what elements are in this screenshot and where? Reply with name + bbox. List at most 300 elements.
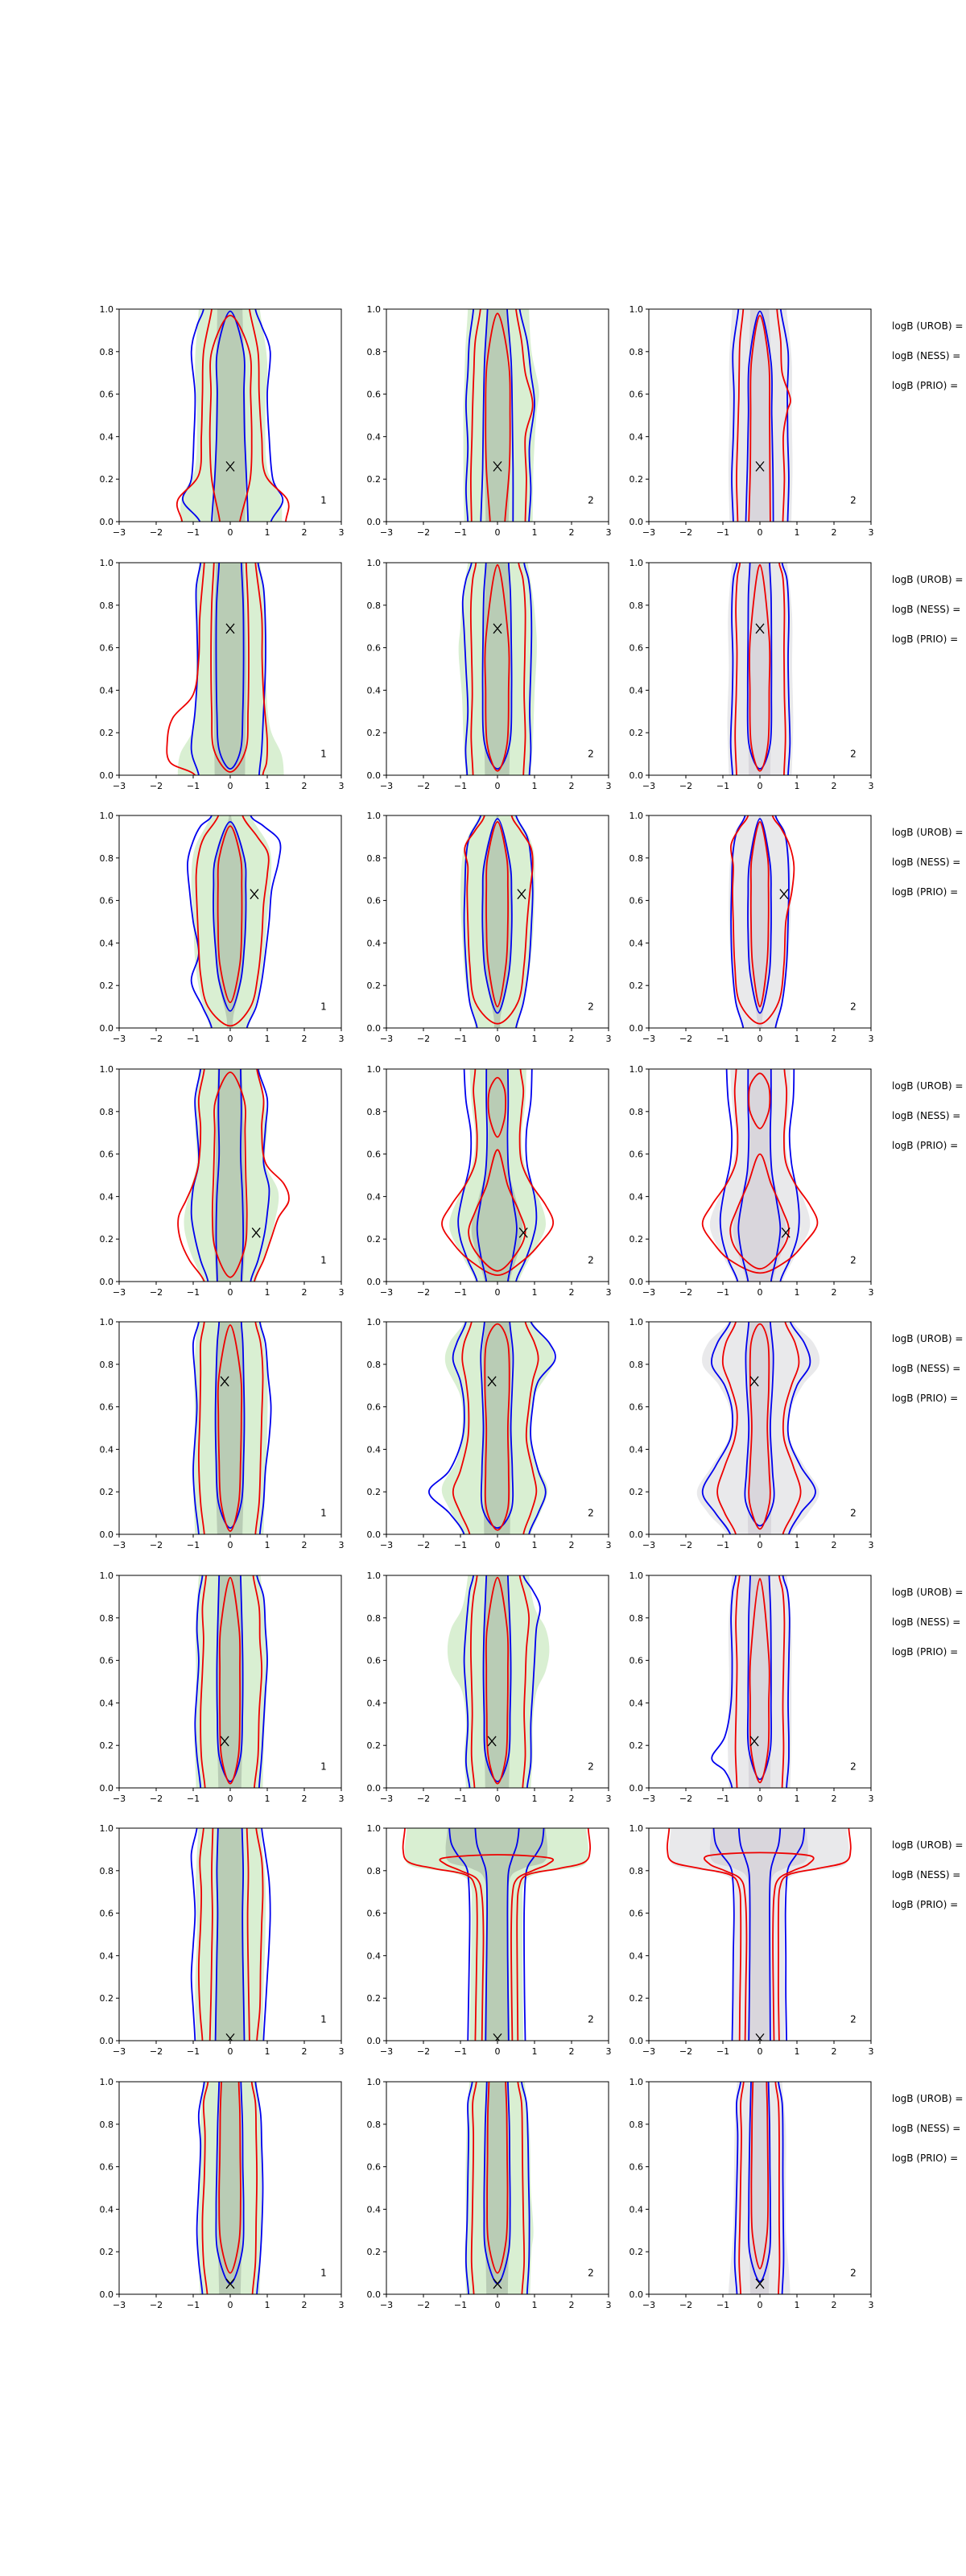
y-tick-label: 0.6 <box>99 1655 114 1666</box>
y-tick-label: 0.0 <box>99 1277 114 1287</box>
logb-annotation-1: logB (NESS) = <box>892 1363 961 1374</box>
x-tick-label: −2 <box>149 1540 163 1550</box>
x-tick-label: 1 <box>531 1540 538 1550</box>
subplot-corner-label: 2 <box>588 2013 594 2025</box>
logb-annotation-1: logB (NESS) = <box>892 1869 961 1880</box>
x-tick-label: 0 <box>757 2046 763 2057</box>
x-tick-label: 1 <box>264 781 270 791</box>
subplot-corner-label: 2 <box>850 1254 857 1266</box>
subplot-corner-label: 2 <box>588 2267 594 2279</box>
x-tick-label: −3 <box>112 1034 126 1044</box>
y-tick-label: 1.0 <box>629 1823 643 1834</box>
x-tick-label: 3 <box>338 527 345 538</box>
y-tick-label: 0.2 <box>99 728 114 739</box>
y-tick-label: 0.6 <box>629 1655 643 1666</box>
y-tick-label: 0.4 <box>366 2204 381 2215</box>
x-tick-label: 1 <box>531 1794 538 1804</box>
x-tick-label: −2 <box>679 527 693 538</box>
y-tick-label: 0.4 <box>99 938 114 949</box>
x-tick-label: 0 <box>757 2300 763 2310</box>
x-tick-label: −1 <box>186 1287 200 1298</box>
y-tick-label: 0.0 <box>366 1783 381 1794</box>
y-tick-label: 0.8 <box>629 1612 643 1624</box>
x-tick-label: −3 <box>112 2300 126 2310</box>
y-tick-label: 1.0 <box>366 1064 381 1075</box>
x-tick-label: −3 <box>379 1794 394 1804</box>
x-tick-label: 3 <box>338 1540 345 1550</box>
x-tick-label: 2 <box>301 1540 308 1550</box>
x-tick-label: 0 <box>494 781 501 791</box>
y-tick-label: 0.4 <box>366 1698 381 1709</box>
x-tick-label: 1 <box>531 527 538 538</box>
y-tick-label: 0.6 <box>99 642 114 654</box>
fill-inner-green <box>217 1551 243 1811</box>
y-tick-label: 0.8 <box>629 852 643 864</box>
subplot-corner-label: 1 <box>320 1507 327 1519</box>
y-tick-label: 0.8 <box>366 1359 381 1370</box>
y-tick-label: 1.0 <box>99 2077 114 2087</box>
x-tick-label: 1 <box>531 2046 538 2057</box>
y-tick-label: 1.0 <box>366 1571 381 1581</box>
y-tick-label: 0.8 <box>99 852 114 864</box>
y-tick-label: 0.8 <box>99 1106 114 1117</box>
x-tick-label: −3 <box>642 1794 656 1804</box>
y-tick-label: 0.6 <box>629 895 643 906</box>
logb-annotation-1: logB (NESS) = <box>892 604 961 615</box>
x-tick-label: 3 <box>338 2300 345 2310</box>
y-tick-label: 1.0 <box>366 1823 381 1834</box>
x-tick-label: −3 <box>379 1287 394 1298</box>
y-tick-label: 0.6 <box>629 642 643 654</box>
subplot-corner-label: 1 <box>320 2267 327 2279</box>
subplot-corner-label: 1 <box>320 494 327 506</box>
subplot-r5-c1 <box>190 1298 271 1558</box>
x-tick-label: 2 <box>301 1794 308 1804</box>
x-tick-label: 1 <box>794 1034 800 1044</box>
x-tick-label: −1 <box>716 2046 730 2057</box>
y-tick-label: 0.4 <box>366 685 381 696</box>
x-tick-label: −1 <box>716 1540 730 1550</box>
logb-annotation-1: logB (NESS) = <box>892 857 961 868</box>
x-tick-label: 2 <box>831 2300 837 2310</box>
subplot-corner-label: 1 <box>320 1254 327 1266</box>
y-tick-label: 0.0 <box>629 1783 643 1794</box>
y-tick-label: 0.2 <box>629 2247 643 2258</box>
x-tick-label: 2 <box>301 527 308 538</box>
x-tick-label: 3 <box>338 1034 345 1044</box>
x-tick-label: 3 <box>605 1287 612 1298</box>
y-tick-label: 0.6 <box>629 389 643 400</box>
y-tick-label: 0.0 <box>99 1530 114 1540</box>
y-tick-label: 0.0 <box>629 1277 643 1287</box>
x-tick-label: 1 <box>794 2300 800 2310</box>
subplot-r8-c2 <box>461 2058 535 2318</box>
x-tick-label: −3 <box>112 2046 126 2057</box>
y-tick-label: 0.4 <box>99 2204 114 2215</box>
y-tick-label: 0.0 <box>99 517 114 527</box>
subplot-corner-label: 2 <box>588 1761 594 1773</box>
x-tick-label: 1 <box>264 1034 270 1044</box>
y-tick-label: 0.6 <box>99 1908 114 1919</box>
y-tick-label: 0.8 <box>366 852 381 864</box>
y-tick-label: 0.6 <box>629 2161 643 2173</box>
x-tick-label: −1 <box>186 2300 200 2310</box>
logb-annotation-0: logB (UROB) = <box>892 1839 964 1851</box>
x-tick-label: 3 <box>868 781 874 791</box>
x-tick-label: 1 <box>794 527 800 538</box>
x-tick-label: 3 <box>868 1794 874 1804</box>
x-tick-label: 0 <box>494 1794 501 1804</box>
y-tick-label: 0.2 <box>99 1993 114 2004</box>
x-tick-label: 2 <box>568 527 575 538</box>
fill-inner-gray <box>746 1298 773 1558</box>
y-tick-label: 0.6 <box>366 1149 381 1160</box>
y-tick-label: 0.4 <box>629 1444 643 1455</box>
subplot-corner-label: 1 <box>320 748 327 760</box>
subplot-r7-c2 <box>394 1804 600 2064</box>
x-tick-label: 1 <box>264 1794 270 1804</box>
subplot-r5-c3 <box>697 1298 820 1558</box>
y-tick-label: 0.2 <box>99 1740 114 1752</box>
x-tick-label: 3 <box>605 1540 612 1550</box>
y-tick-label: 1.0 <box>99 1317 114 1327</box>
y-tick-label: 0.2 <box>629 728 643 739</box>
subplot-corner-label: 2 <box>850 1001 857 1013</box>
y-tick-label: 0.0 <box>99 770 114 781</box>
logb-annotation-2: logB (PRIO) = <box>892 634 959 645</box>
x-tick-label: 3 <box>868 1287 874 1298</box>
x-tick-label: 0 <box>227 1540 233 1550</box>
y-tick-label: 0.2 <box>629 1234 643 1245</box>
x-tick-label: 3 <box>605 527 612 538</box>
x-tick-label: 1 <box>794 781 800 791</box>
x-tick-label: −2 <box>679 1794 693 1804</box>
subplot-r3-c3 <box>729 791 794 1051</box>
y-tick-label: 1.0 <box>629 1064 643 1075</box>
x-tick-label: 0 <box>757 1034 763 1044</box>
y-tick-label: 0.6 <box>99 1402 114 1413</box>
x-tick-label: −1 <box>453 1540 468 1550</box>
y-tick-label: 0.0 <box>99 2289 114 2300</box>
x-tick-label: 3 <box>605 2046 612 2057</box>
y-tick-label: 1.0 <box>99 1571 114 1581</box>
y-tick-label: 0.4 <box>629 685 643 696</box>
x-tick-label: −2 <box>149 1794 163 1804</box>
x-tick-label: 2 <box>568 2300 575 2310</box>
x-tick-label: 3 <box>605 1794 612 1804</box>
x-tick-label: −3 <box>642 1034 656 1044</box>
x-tick-label: 0 <box>227 527 233 538</box>
y-tick-label: 0.4 <box>99 1698 114 1709</box>
y-tick-label: 0.6 <box>366 1402 381 1413</box>
y-tick-label: 0.6 <box>629 1908 643 1919</box>
x-tick-label: −2 <box>149 527 163 538</box>
y-tick-label: 0.8 <box>99 600 114 611</box>
x-tick-label: −1 <box>186 527 200 538</box>
y-tick-label: 0.2 <box>366 1740 381 1752</box>
y-tick-label: 0.8 <box>99 1612 114 1624</box>
x-tick-label: −1 <box>186 1034 200 1044</box>
y-tick-label: 0.0 <box>366 1530 381 1540</box>
x-tick-label: 3 <box>338 2046 345 2057</box>
logb-annotation-0: logB (UROB) = <box>892 320 964 332</box>
y-tick-label: 0.2 <box>366 2247 381 2258</box>
logb-annotation-1: logB (NESS) = <box>892 350 961 361</box>
x-tick-label: 2 <box>831 1794 837 1804</box>
y-tick-label: 1.0 <box>629 811 643 821</box>
y-tick-label: 0.4 <box>99 1444 114 1455</box>
x-tick-label: −3 <box>112 781 126 791</box>
logb-annotation-2: logB (PRIO) = <box>892 1899 959 1910</box>
x-tick-label: −2 <box>416 1794 431 1804</box>
x-tick-label: −3 <box>642 1287 656 1298</box>
x-tick-label: −1 <box>453 2046 468 2057</box>
y-tick-label: 0.2 <box>366 1993 381 2004</box>
y-tick-label: 1.0 <box>99 1823 114 1834</box>
x-tick-label: −2 <box>679 1540 693 1550</box>
x-tick-label: −3 <box>112 1287 126 1298</box>
x-tick-label: 0 <box>757 1287 763 1298</box>
x-tick-label: −1 <box>453 1034 468 1044</box>
y-tick-label: 0.2 <box>366 1234 381 1245</box>
x-tick-label: 1 <box>264 1540 270 1550</box>
subplot-r7-c3 <box>658 1804 861 2064</box>
subplot-r6-c3 <box>712 1551 795 1811</box>
y-tick-label: 0.2 <box>366 1487 381 1498</box>
y-tick-label: 0.2 <box>366 474 381 485</box>
x-tick-label: −1 <box>716 1794 730 1804</box>
subplot-corner-label: 2 <box>588 1001 594 1013</box>
y-tick-label: 1.0 <box>629 558 643 568</box>
x-tick-label: −2 <box>149 2300 163 2310</box>
logb-annotation-1: logB (NESS) = <box>892 1616 961 1628</box>
x-tick-label: 0 <box>757 1794 763 1804</box>
x-tick-label: 2 <box>301 1287 308 1298</box>
fill-inner-green <box>216 1298 245 1558</box>
x-tick-label: −1 <box>453 781 468 791</box>
y-tick-label: 0.8 <box>366 600 381 611</box>
x-tick-label: −2 <box>416 1034 431 1044</box>
x-tick-label: 0 <box>227 1034 233 1044</box>
subplot-r8-c1 <box>196 2058 264 2318</box>
y-tick-label: 1.0 <box>99 811 114 821</box>
subplot-r1-c2 <box>459 285 539 545</box>
x-tick-label: 2 <box>301 2300 308 2310</box>
x-tick-label: 2 <box>301 2046 308 2057</box>
x-tick-label: −3 <box>642 2300 656 2310</box>
fill-inner-gray <box>705 1804 813 2064</box>
y-tick-label: 1.0 <box>629 2077 643 2087</box>
x-tick-label: −3 <box>642 527 656 538</box>
y-tick-label: 0.8 <box>629 2119 643 2130</box>
fill-inner-green <box>440 1804 553 2064</box>
subplot-r1-c3 <box>725 285 796 545</box>
y-tick-label: 0.6 <box>366 1908 381 1919</box>
x-tick-label: −1 <box>716 1287 730 1298</box>
x-tick-label: 1 <box>531 1287 538 1298</box>
x-tick-label: 0 <box>227 1794 233 1804</box>
x-tick-label: 2 <box>831 1034 837 1044</box>
x-tick-label: 0 <box>494 527 501 538</box>
subplot-corner-label: 2 <box>850 1507 857 1519</box>
y-tick-label: 0.6 <box>366 389 381 400</box>
x-tick-label: 0 <box>227 1287 233 1298</box>
y-tick-label: 0.6 <box>99 2161 114 2173</box>
logb-annotation-2: logB (PRIO) = <box>892 1393 959 1404</box>
x-tick-label: 3 <box>868 1034 874 1044</box>
x-tick-label: 1 <box>794 1794 800 1804</box>
y-tick-label: 0.0 <box>99 1783 114 1794</box>
x-tick-label: −1 <box>186 781 200 791</box>
y-tick-label: 0.4 <box>629 1951 643 1962</box>
x-tick-label: 3 <box>868 527 874 538</box>
y-tick-label: 0.8 <box>366 2119 381 2130</box>
y-tick-label: 0.0 <box>99 2036 114 2046</box>
subplot-r6-c1 <box>192 1551 268 1811</box>
logb-annotation-1: logB (NESS) = <box>892 2123 961 2134</box>
x-tick-label: 1 <box>531 2300 538 2310</box>
logb-annotation-0: logB (UROB) = <box>892 1587 964 1598</box>
x-tick-label: −3 <box>379 1034 394 1044</box>
y-tick-label: 0.0 <box>99 1023 114 1034</box>
y-tick-label: 0.6 <box>366 1655 381 1666</box>
y-tick-label: 0.4 <box>366 1191 381 1203</box>
subplot-corner-label: 1 <box>320 1761 327 1773</box>
fill-inner-gray <box>747 539 772 799</box>
y-tick-label: 0.4 <box>99 685 114 696</box>
x-tick-label: 1 <box>264 527 270 538</box>
x-tick-label: −2 <box>416 1287 431 1298</box>
logb-annotation-0: logB (UROB) = <box>892 1333 964 1344</box>
logb-annotation-0: logB (UROB) = <box>892 574 964 585</box>
x-tick-label: 0 <box>494 2300 501 2310</box>
y-tick-label: 0.8 <box>99 1359 114 1370</box>
y-tick-label: 0.8 <box>629 1106 643 1117</box>
subplot-corner-label: 1 <box>320 2013 327 2025</box>
x-tick-label: −3 <box>379 2046 394 2057</box>
x-tick-label: 3 <box>605 2300 612 2310</box>
y-tick-label: 1.0 <box>99 558 114 568</box>
x-tick-label: 0 <box>757 527 763 538</box>
subplot-r4-c1 <box>178 1045 289 1305</box>
y-tick-label: 0.8 <box>629 346 643 357</box>
y-tick-label: 0.6 <box>366 642 381 654</box>
y-tick-label: 0.2 <box>99 474 114 485</box>
y-tick-label: 0.2 <box>99 1234 114 1245</box>
x-tick-label: −3 <box>379 2300 394 2310</box>
logb-annotation-0: logB (UROB) = <box>892 1080 964 1092</box>
x-tick-label: 2 <box>831 781 837 791</box>
y-tick-label: 0.4 <box>99 431 114 443</box>
y-tick-label: 1.0 <box>629 1571 643 1581</box>
x-tick-label: 2 <box>568 781 575 791</box>
x-tick-label: 2 <box>568 1034 575 1044</box>
y-tick-label: 0.4 <box>99 1951 114 1962</box>
x-tick-label: −2 <box>149 781 163 791</box>
x-tick-label: 1 <box>264 2046 270 2057</box>
x-tick-label: 2 <box>568 1540 575 1550</box>
x-tick-label: −1 <box>716 1034 730 1044</box>
x-tick-label: 2 <box>831 2046 837 2057</box>
x-tick-label: 0 <box>227 2046 233 2057</box>
x-tick-label: −2 <box>679 2300 693 2310</box>
subplot-r7-c1 <box>192 1804 270 2064</box>
y-tick-label: 0.0 <box>366 1023 381 1034</box>
x-tick-label: −2 <box>416 527 431 538</box>
subplot-corner-label: 2 <box>850 748 857 760</box>
y-tick-label: 0.0 <box>366 517 381 527</box>
y-tick-label: 1.0 <box>99 1064 114 1075</box>
logb-annotation-2: logB (PRIO) = <box>892 2153 959 2164</box>
x-tick-label: −3 <box>112 1794 126 1804</box>
y-tick-label: 0.2 <box>629 980 643 992</box>
subplot-corner-label: 2 <box>588 494 594 506</box>
x-tick-label: −1 <box>453 527 468 538</box>
subplot-r8-c3 <box>724 2058 795 2318</box>
x-tick-label: −2 <box>416 781 431 791</box>
y-tick-label: 0.0 <box>629 1023 643 1034</box>
x-tick-label: −3 <box>112 527 126 538</box>
y-tick-label: 0.4 <box>629 938 643 949</box>
logb-annotation-2: logB (PRIO) = <box>892 380 959 391</box>
y-tick-label: 0.2 <box>629 1487 643 1498</box>
subplot-corner-label: 2 <box>588 1254 594 1266</box>
subplot-r3-c1 <box>188 791 281 1051</box>
y-tick-label: 0.4 <box>366 938 381 949</box>
x-tick-label: −3 <box>642 1540 656 1550</box>
y-tick-label: 0.4 <box>629 2204 643 2215</box>
y-tick-label: 1.0 <box>366 811 381 821</box>
y-tick-label: 0.2 <box>629 1740 643 1752</box>
x-tick-label: −3 <box>642 2046 656 2057</box>
x-tick-label: −2 <box>679 1287 693 1298</box>
y-tick-label: 0.8 <box>99 1865 114 1876</box>
subplot-r3-c2 <box>460 791 535 1051</box>
subplot-r1-c1 <box>172 285 289 545</box>
x-tick-label: −1 <box>453 1794 468 1804</box>
x-tick-label: 0 <box>227 781 233 791</box>
subplot-r2-c1 <box>167 539 291 799</box>
subplot-corner-label: 2 <box>850 494 857 506</box>
x-tick-label: −2 <box>679 2046 693 2057</box>
y-tick-label: 0.4 <box>629 431 643 443</box>
subplot-r2-c3 <box>724 539 797 799</box>
y-tick-label: 0.2 <box>366 980 381 992</box>
y-tick-label: 0.8 <box>366 1612 381 1624</box>
x-tick-label: −3 <box>642 781 656 791</box>
subplot-corner-label: 2 <box>850 2267 857 2279</box>
x-tick-label: −2 <box>416 2046 431 2057</box>
x-tick-label: −3 <box>379 527 394 538</box>
logb-annotation-0: logB (UROB) = <box>892 827 964 838</box>
x-tick-label: −1 <box>453 1287 468 1298</box>
x-tick-label: −3 <box>112 1540 126 1550</box>
subplot-corner-label: 2 <box>588 1507 594 1519</box>
y-tick-label: 0.0 <box>629 2289 643 2300</box>
x-tick-label: 0 <box>494 1540 501 1550</box>
y-tick-label: 0.0 <box>629 1530 643 1540</box>
y-tick-label: 0.0 <box>366 2289 381 2300</box>
x-tick-label: 1 <box>794 2046 800 2057</box>
y-tick-label: 0.6 <box>99 1149 114 1160</box>
x-tick-label: 2 <box>831 1540 837 1550</box>
x-tick-label: 0 <box>757 1540 763 1550</box>
y-tick-label: 0.8 <box>99 2119 114 2130</box>
x-tick-label: −2 <box>149 1034 163 1044</box>
x-tick-label: −2 <box>416 2300 431 2310</box>
subplot-r5-c2 <box>429 1298 555 1558</box>
x-tick-label: 3 <box>338 781 345 791</box>
